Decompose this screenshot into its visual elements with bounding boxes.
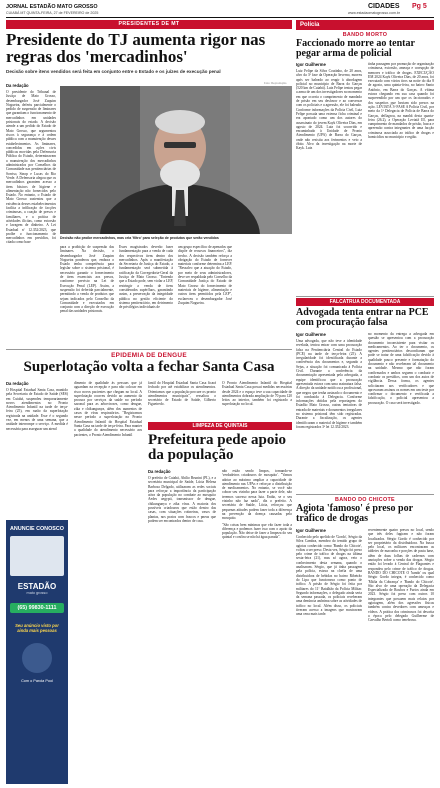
quintais-column-2 xyxy=(222,469,292,785)
policia-band-label: Polícia xyxy=(300,22,320,28)
santa-casa-kicker: EPIDEMIA DE DENGUE xyxy=(111,352,187,359)
lead-column-4 xyxy=(178,245,232,345)
masthead-rule xyxy=(6,17,434,18)
santa-casa-body-2: dimento de qualidade às pessoas que já aguardam na recepção e para não colocar em risco novos pacientes que chegam no local. A superlotação ocorreu devido ao aumento da procura por serviços da saúde no período sazonal para as arboviroses, como dengue, zika e chikungunya, além dos aumentos de casos de vírus respiratórios. "Registramos nesse período a superlotação no Pronto Atendimento Infantil do Hospital Estadual Santa Casa na tarde de terça-feira. Para manter a qualidade do atendimento necessário aos pacientes, o Pronto Atendimento Infantil xyxy=(74,381,142,437)
ad-brand-sub: mato grosso xyxy=(26,591,48,595)
lead-column-1 xyxy=(6,83,56,345)
story3-headline: Agiota 'famoso' é preso por tráfico de drogas xyxy=(296,503,413,525)
story1-kicker: BANDO MORTO xyxy=(342,32,388,38)
ad-brand: ESTADÃO xyxy=(17,582,57,591)
story3-byline: Igor Guilherme xyxy=(296,528,326,533)
story1-column-1 xyxy=(296,62,362,294)
lead-body-1: O presidente do Tribunal de Justiça de Mato Grosso, desembargador José Zuquim Nogueira, deferiu parcialmente o pedido de suspensão de liminares que garantiam o funcionamento de mercadinhos em unidades prisionais do estado. A decisão atende a um pedido do Estado de Mato Grosso, que argumentou riscos à segurança e à ordem pública com a manutenção desses estabelecimentos. As liminares, concedidas em ações civis públicas movidas pela Defensoria Pública do Estado, determinavam a manutenção dos mercadinhos administrados por Conselhos da Comunidade nas penitenciárias de Sorriso, Sinop e Lucas do Rio Verde. A Defensoria alegou que os mercadinhos garantem acesso a itens básicos de higiene e alimentação não fornecidos pelo Estado. No entanto, o Estado de Mato Grosso sustentou que a existência desses estabelecimentos facilita a infiltração de facções criminosas, a coação de presos e familiares, e a prática de atividades ilícitas, como extorsão e lavagem de dinheiro. A Lei Estadual nº 12.352/2023, que proíbe o funcionamento de mercadinhos em presídios, foi citada como base xyxy=(6,90,56,245)
masthead-site: www.estadaomatogrosso.com.br xyxy=(348,11,401,15)
lead-column-3 xyxy=(119,245,173,345)
story1-body-2: tinha passagem por promoção de organização criminosa, extorsão, ameaça e corrupção de menores e tráfico de drogas. EXECUÇÃO EM 2024 Kayk Oliveira Dias, de 20 anos, foi executado com vários tiros na noite do dia 8 de agosto, uma quinta-feira, no bairro Santo Antônio, em Barra do Garças. A vítima estava chegando em sua casa quando foi surpreendido por um que os faccionados e dos suspeitos que haviam sido presos na ação. LEVIATÃ 3ª FASE A Polícia Civil, por meio da 1ª Delegacia de Polícia de Barra do Garças, deflagrou, na manhã desta quarta-feira (26.2), a Operação Leviatã III, para cumprimento de mandados de prisão, busca e apreensão contra integrantes de uma facção criminosa associada ao tráfico de drogas e homicídios no município e região. xyxy=(368,62,434,140)
santa-casa-column-4 xyxy=(222,381,292,419)
ad-tagline: Seu anúncio visto por ainda mais pessoas xyxy=(15,623,59,633)
lead-headline: Presidente do TJ aumenta rigor nas regras dos 'mercadinhos' xyxy=(6,30,266,67)
story3-column-1 xyxy=(296,528,362,785)
quintais-body-2: não estão sendo limpos, tornando-se 'verdadeiros criadouros de mosquito'. "Vamos adotar ao máximo ampliar a capacidade de atendimento nas UPAs e reforçar a distribuição de medicamentos. No entanto, se você não cobrar seu vizinho para fazer a parte dele, não teremos sucesso nessa luta. Então, se o seu vizinho não faz nada", diz o prefeito. A secretária de Saúde, Lúcia, reforçou que pequenas atitudes podem fazer toda a diferença na prevenção da doença causadas pelo mosquito. xyxy=(222,469,292,521)
ad-footer: Com o Parola Pool xyxy=(21,679,53,683)
page-number: Pg 5 xyxy=(412,3,427,10)
story1-byline: Igor Guilherme xyxy=(296,62,326,67)
santa-casa-body-1: O Hospital Estadual Santa Casa, mantido pela Secretaria de Estado de Saúde (SES) em Cuiabá, suspendeu temporariamente novos atendimentos no Pronto Atendimento Infantil na tarde de terça-feira (25), em razão da superlotação registrada na unidade. Esse é o segundo vez, em menos de uma semana, que a unidade interrompe o serviço. A medida é necessária para assegurar um atend xyxy=(6,388,68,431)
story2-body-2: no momento da entrega a advogada em questão se apresentou com a procuração documento inconsistente para visitar os medicamentos. Ao ter o documento, os agentes penitenciários desconfiaram que pode se tratar de uma falsificação devido à qualidade pouco presente e formatação do documento e não receberam tal documento na unidade. Mesmo que não foram confirmados e ambos seguem o conduzir e conduzir os presídios, com um dos autos de vigilância. Dessa forma, os agentes solicitaram aos verificadores e que aprovaram assinou os nomes em um teste por confirmar o documento e verificada a falsificação, o policial apresentou a procuração. O caso será investigado. xyxy=(368,332,434,405)
lead-body-4: um grupo específico de apenados que dispõe de recursos financeiros", diz trecho. A decisão também reforça a obrigação do Estado de fornecer materiais conforme determina a LEP. "Ressalvo que a atuação do Estado, por meio de seus administradores, deve ser respaldada pelo Conselho da Comunidade Justiça do Estado de Mato Grosso do fornecimento de materiais de higiene, alimentação e outros itens permitidos pela LEP", esclareceu o desembargador José Zuquim Nogueira. xyxy=(178,245,232,305)
santa-casa-body-3: fantil do Hospital Estadual Santa Casa ficará fechado por até estabilizar os atendimentos. Orientamos que a população procure os pronto atendimentos municipais", ressaltou o secretário de Estado de Saúde, Gilberto Figueiredo. xyxy=(148,381,216,407)
ad-image xyxy=(10,536,64,576)
divider-story2 xyxy=(296,494,434,495)
story2-headline: Advogada tenta entrar na PCE com procuração falsa xyxy=(296,307,429,329)
story1-column-2 xyxy=(368,62,434,294)
story2-column-2 xyxy=(368,332,434,492)
santa-casa-column-1 xyxy=(6,381,68,516)
quintais-byline: Da redação xyxy=(148,469,171,474)
lead-deck: Decisão sobre itens vendidos será feita em conjunto entre o Estado e os juízes de execução penal xyxy=(6,69,221,74)
quintais-headline: Prefeitura pede apoio da população xyxy=(148,432,287,464)
lead-body-2: para a proibição de suspensão das liminares. Na decisão, o desembargador José Zuquim Nogueira ponderou que, embora o Estado tenha competência para legislar sobre o sistema prisional, é necessário garantir o fornecimento de itens essenciais aos presos, conforme previsto na Lei de Execução Penal (LEP). Assim, a suspensão foi deferida parcialmente, permitindo a venda de produtos que sejam indicados pelo Conselho da Comunidade e executados em conjunto com a direção de execução penal das unidades prisionais. xyxy=(60,245,114,314)
story3-kicker: BANDO DO CHICOTE xyxy=(335,497,395,503)
story3-column-2 xyxy=(368,528,434,785)
story3-body-1: Conhecido pelo apelido de 'Gordo', Sérgio da Silva Cambra, membro do temido grupo de agiotas conhecido como 'Bando do Chicote', voltou a ser preso. Desta vez, Sérgio foi preso pelo crime de tráfico de drogas na última sexta-feira (21), mas só agora, veio o conhecimento desta semana, quando o analisaram. Sérgio, que já tinha passagem pela polícia, estava na chefia de uma distribuidora de bebidas no bairro Ribeirão do Lipa que funcionava como ponto de tráfico. A prisão de Sérgio foi feita por militares do 11º Batalhão da Polícia Militar. Segundo informações, o delegado ainda seria da semana passada, os policiais receberam uma denúncia anônima sobre as atividades de tráfico no local. Além disso, os policiais tiveram acesso a imagens que mostravam uma cena mais tarde. xyxy=(296,535,362,617)
story1-body-1: Luiz Felipe da Silva Coutinho, de 20 anos, alvo da 3ª fase da Operação Inverno, morreu após ser baleado ao reagir à abordagem policial no município de Barra do Garças (520 km de Cuiabá). Luiz Felipe tentou pegar a arma de um dos investigadores no momento em que ocorria o cumprimento de mandado de prisão em seu desfavor e ao conversar com os policiais e a agressão, ele foi baleado. Conforme informações da Polícia Civil, Luiz Felipe possuía uma extensa ficha criminal e era apontado como um dos autores do assassinato do jovem Kayk Oliveira Dias, em agosto de 2024. Luiz foi socorrido e encaminhado à Unidade de Pronto Atendimento (UPA) de Barra do Garças, onde não resistiu aos ferimentos e veio a óbito. Alvo da investigação na morte de Kayk. Luiz xyxy=(296,69,362,151)
divider-story1 xyxy=(296,296,434,297)
story2-byline: Igor Guilherme xyxy=(296,332,326,337)
santa-casa-headline: Superlotação volta a fechar Santa Casa xyxy=(23,359,275,375)
lead-byline: Da redação xyxy=(6,83,29,88)
photo-credit: Foto: Reprodução xyxy=(264,81,287,85)
quintais-column-1 xyxy=(148,469,216,785)
lead-caption: Decisão não proíbe mercadinhos, mas cria 'filtro' para seleção de produtos que serão vendidos xyxy=(60,236,219,240)
lead-column-2 xyxy=(60,245,114,345)
ad-box[interactable] xyxy=(6,520,68,784)
story2-kicker: FALCATRUA DOCUMENTADA xyxy=(329,299,401,305)
quintais-body-3: "São coisas bem mínimas que vão fazer toda a diferença e podemos fazer isso com o apoio da população. Não deixe de fazer a limpeza do seu quintal e confira se não há água parada". xyxy=(222,522,292,540)
story2-body-1: Uma advogada, que não teve a identidade revelada, tentou entrar com uma procuração falsa na Penitenciária Central do Estado (PCE) na tarde de terça-feira (25). A irregularidade foi identificada durante a conferência dos documentos e, segundo a Sejus, a situação foi comunicada à Polícia Civil. Durante a conferência da documentação apresentada pela advogada, a equipe identificou que a procuração apresentada estava com uma assinatura falsa. A direção da unidade notificou a profissional, que negou que tenha assinado o documento e foi conduzida à Delegacia. Conforme informações obtidas pela reportagem do Estadão Mato Grosso, outras tentativas de entrada de materiais e documentos irregulares no sistema prisional têm sido registradas. Durante a fiscalização, os agentes identificaram o material de higiene e também foram registrados 3ª lei 12.352/2023. xyxy=(296,339,362,429)
ad-mascot xyxy=(22,643,52,673)
divider-lead xyxy=(6,349,292,350)
policia-band xyxy=(296,20,434,30)
section-band: PRESIDENTES DE MT xyxy=(6,20,292,29)
story1-headline: Faccionado morre ao tentar pegar arma de policial xyxy=(296,38,415,60)
quintais-kicker: LIMPEZA DE QUINTAIS xyxy=(192,423,248,429)
santa-casa-body-4: O Pronto Atendimento Infantil do Hospital Estadual Santa Casa possui medidas necessárias desde 2024 e o espaço teve a sua capacidade de atendimentos dobrada ampliação de 70 para 120 leitos ao interior, também foi registrado a superlotação no local. xyxy=(222,381,292,407)
masthead-dateline: CUIABÁ MT QUINTA-FEIRA, 27 de FEVEREIRO de 2025 xyxy=(6,11,99,15)
masthead-paper: JORNAL ESTADÃO MATO GROSSO xyxy=(6,4,98,10)
lead-column-5 xyxy=(237,245,292,345)
lead-photo xyxy=(60,86,292,234)
ad-phone[interactable]: (65) 99830-1111 xyxy=(10,603,64,613)
story3-body-2: recentemente quatro presos no local, sendo que três deles fugiram e não foram localizados. Sérgio Gordo é conhecido por ser proprietário da distribuidora. Na busca pelo local, os militares encontraram as tabletes de maconha e porções de pasta base, além de duas folhas de cadernos com anotações sobre a venda das drogas. Sérgio então foi levado à Central de Flagrantes e respondeu pelo crime de tráfico de drogas. BANDO DO CHICOTE O 'bando' ou qual Sérgio Gordo integra, é conhecido como 'Máfia da Cobrança' e 'Bando do Chicote'. São alvo de uma operação da Delegacia Especializada de Roubos e Furtos ainda em 2023. Sérgio foi preso com outros 10 integrantes que possuem mais relatos por agiotagem, além dos agressões físicas também contra devedores com ameaças e vídeos. A prática dos criminosos foi descrita a época pelo delegado Guilherme de Carvalho Bertoli como tenebrosa. xyxy=(368,528,434,623)
story2-column-1 xyxy=(296,332,362,492)
ad-title: ANUNCIE CONOSCO xyxy=(10,526,64,532)
lead-body-3: Esses magistrados deverão fazer fundamentação para a venda de cada dos respectivos itens dentro dos mercadinhos. Após a manifestação da Secretaria de Justiça do Estado, a fundamentação será submetida à ratificação da Corregedoria-Geral da Justiça de Mato Grosso. "Entendo que a Estado pode, sem violar a LEP, restringir a venda de itens considerados supérfluos, garantindo assim, a preservação da integridade pública no gestão eficiente do sistema penitenciário, em detrimento de privilégios individuais de xyxy=(119,245,173,310)
santa-casa-column-2 xyxy=(74,381,142,536)
section-title: CIDADES xyxy=(368,3,400,10)
quintais-body-1: O prefeito de Cuiabá, Abilio Brunini (PL), e a secretária municipal de Saúde, Lúcia Helena Barbosa Delgado, utilizaram as redes sociais para reforçar a importância da participação ativa da população no combate ao mosquito Aedes aegypti, transmissor de dengue, chikungunya e zika vírus. A maioria dos possíveis criadouros que estão dentro das casas, com situações rotineiras, vasos de plantas, nos pratos com frascos e pneus que podem ser encontrados dentro de casa. xyxy=(148,476,216,523)
santa-casa-byline: Da redação xyxy=(6,381,29,386)
santa-casa-column-3 xyxy=(148,381,216,419)
